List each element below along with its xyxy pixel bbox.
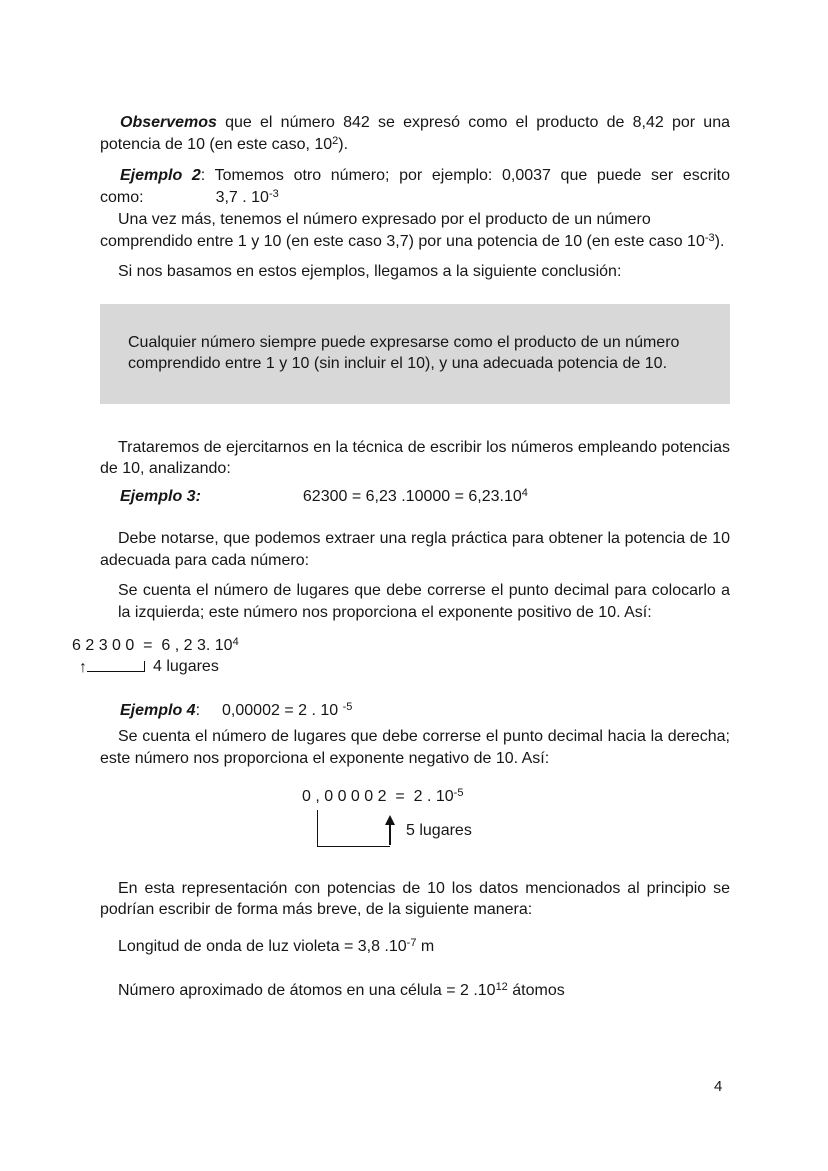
text-run: : Tomemos otro número; por ejemplo: 0,0037 que puede ser escrito [200, 167, 731, 184]
bold-lead-observemos: Observemos [120, 114, 217, 131]
text-run: como: [100, 188, 144, 206]
ejemplo4-line [100, 700, 730, 722]
text-run: ). [714, 232, 725, 250]
dato-luz-violeta [118, 936, 730, 958]
paragraph-regla-izquierda: Se cuenta el número de lugares que debe correrse el punto decimal para colocarlo a la izquierda; este número nos proporciona el exponente positivo de 10. Así: [118, 582, 730, 621]
paragraph-regla-derecha: Se cuenta el número de lugares que debe correrse el punto decimal hacia la derecha; este número nos proporciona el exponente negativo de 10. Así: [100, 728, 730, 767]
paragraph-representacion: En esta representación con potencias de 10 los datos mencionados al principio se podrían escribir de forma más breve, de la siguiente manera: [100, 879, 730, 918]
paragraph-debe-notarse: Debe notarse, que podemos extraer una regla práctica para obtener la potencia de 10 adecuada para cada número: [100, 530, 730, 569]
superscript-exponent: -5 [342, 700, 353, 713]
text-run: ). [338, 135, 349, 153]
conclusion-box [100, 304, 730, 404]
paragraph-trataremos: Trataremos de ejercitarnos en la técnica de escribir los números empleando potencias de 10, analizando: [100, 438, 730, 477]
paragraph-conclusion-intro: Si nos basamos en estos ejemplos, llegamos a la siguiente conclusión: [118, 263, 622, 280]
diagram2-count-row [317, 810, 730, 847]
formula-ejemplo2: 3,7 . 10 [215, 188, 269, 206]
formula-ejemplo3: 62300 = 6,23 .10000 = 6,23.10 [302, 487, 522, 505]
count-bracket [87, 661, 145, 672]
superscript-exponent: 2 [332, 134, 339, 147]
text-run: : [195, 701, 201, 719]
paragraph-una-vez-mas [100, 209, 730, 252]
superscript-exponent: 12 [495, 981, 508, 993]
text-run: que el número 842 se expresó como el producto de 8,42 por una potencia de 10 (en este caso, 10 [100, 114, 730, 153]
ejemplo3-line [100, 486, 730, 508]
diagram1-formula [72, 635, 730, 657]
superscript-exponent: -5 [453, 787, 464, 799]
superscript-exponent: -7 [406, 936, 417, 949]
page-content [72, 112, 731, 1002]
count-bracket [317, 810, 390, 847]
decimal-shift-diagram-left [72, 635, 730, 675]
dato-atomos-celula [118, 980, 730, 1002]
text-run: m [416, 937, 435, 955]
ejemplo2-line2 [100, 187, 730, 209]
diagram2-label: 5 lugares [406, 822, 472, 839]
diagram1-count-row [79, 658, 730, 675]
superscript-exponent: -3 [704, 231, 715, 244]
diagram2-formula [302, 786, 730, 808]
decimal-shift-diagram-right [302, 786, 730, 847]
paragraph-observemos [100, 112, 730, 155]
superscript-exponent: 4 [521, 486, 528, 499]
text-run: 6 2 3 0 0 = 6 , 2 3. 10 [72, 637, 233, 654]
text-run: átomos [507, 982, 565, 999]
ejemplo2-line1 [100, 165, 730, 187]
arrow-stem [389, 825, 391, 845]
text-run: Número aproximado de átomos en una célula = 2 .10 [118, 982, 496, 999]
bold-lead-ejemplo2: Ejemplo 2 [120, 167, 201, 184]
conclusion-text: Cualquier número siempre puede expresarse como el producto de un número comprendido entre 1 y 10 (sin incluir el 10), y una adecuada potencia de 10. [128, 333, 680, 372]
paragraph-ejemplo2 [100, 165, 730, 208]
text-run: Longitud de onda de luz violeta = 3,8 .10 [118, 937, 407, 955]
bold-lead-ejemplo4: Ejemplo 4 [120, 701, 196, 719]
formula-ejemplo4: 0,00002 = 2 . 10 [222, 701, 343, 719]
text-run: 0 , 0 0 0 0 2 = 2 . 10 [302, 788, 454, 805]
up-arrow-icon: ↑ [79, 658, 87, 676]
up-arrow-icon [385, 815, 395, 845]
arrow-head [385, 815, 395, 825]
bold-lead-ejemplo3: Ejemplo 3: [120, 487, 201, 505]
superscript-exponent: -3 [268, 187, 279, 200]
superscript-exponent: 4 [232, 636, 239, 648]
diagram1-label: 4 lugares [153, 657, 219, 675]
text-run: Una vez más, tenemos el número expresado por el producto de un número comprendido entre 1 y 10 (en este caso 3,7) por una potencia de 10 (en este caso 10 [100, 211, 705, 250]
page-number: 4 [714, 1078, 723, 1095]
